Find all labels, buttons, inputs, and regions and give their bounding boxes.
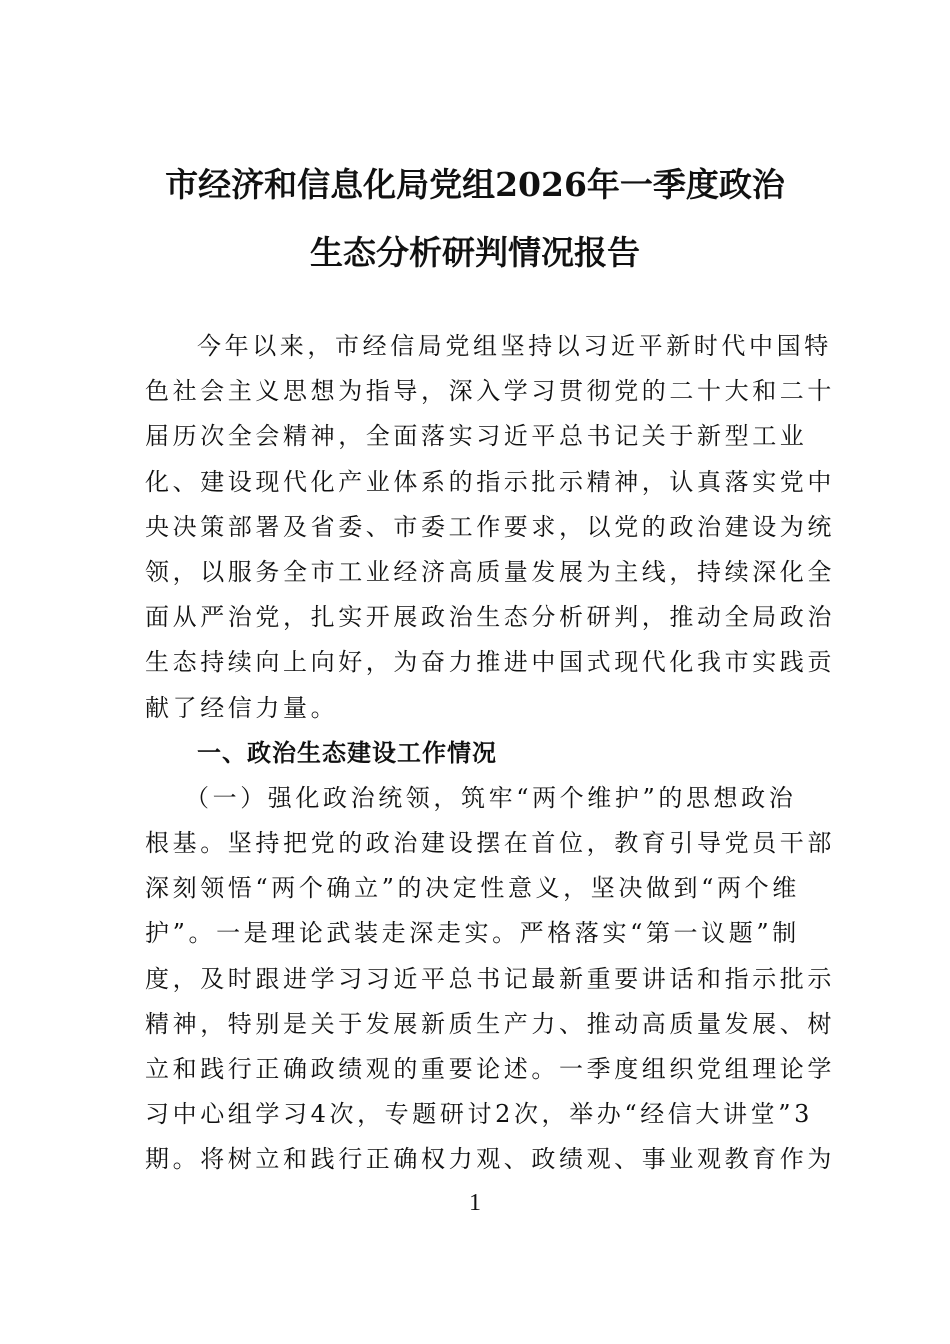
intro-line: 色社会主义思想为指导，深入学习贯彻党的二十大和二十 (145, 377, 835, 406)
intro-line: 面从严治党，扎实开展政治生态分析研判，推动全局政治 (145, 603, 835, 632)
intro-line: 央决策部署及省委、市委工作要求，以党的政治建设为统 (145, 512, 835, 541)
intro-line: 领，以服务全市工业经济高质量发展为主线，持续深化全 (145, 557, 835, 586)
document-title-line-2: 生态分析研判情况报告 (310, 233, 640, 272)
document-title-line-1: 市经济和信息化局党组2026年一季度政治 (165, 165, 785, 204)
section-line: 根基。坚持把党的政治建设摆在首位，教育引导党员干部 (145, 829, 835, 858)
intro-line: 今年以来，市经信局党组坚持以习近平新时代中国特 (197, 332, 832, 360)
intro-line: 化、建设现代化产业体系的指示批示精神，认真落实党中 (145, 467, 835, 496)
section-line: 立和践行正确政绩观的重要论述。一季度组织党组理论学 (145, 1055, 835, 1083)
page-number: 1 (469, 1190, 481, 1216)
intro-line: 献了经信力量。 (145, 693, 339, 722)
section-line: 习中心组学习4次，专题研讨2次，举办“经信大讲堂”3 (145, 1100, 813, 1129)
section-line: 度，及时跟进学习习近平总书记最新重要讲话和指示批示 (145, 964, 835, 993)
section-line: 护”。一是理论武装走深走实。严格落实“第一议题”制 (145, 919, 800, 948)
section-line: 精神，特别是关于发展新质生产力、推动高质量发展、树 (145, 1009, 835, 1038)
section-line: （一）强化政治统领，筑牢“两个维护”的思想政治 (185, 783, 797, 812)
section-line: 深刻领悟“两个确立”的决定性意义，坚决做到“两个维 (145, 874, 800, 903)
section-line: 期。将树立和践行正确权力观、政绩观、事业观教育作为 (145, 1145, 835, 1174)
intro-line: 生态持续向上向好，为奋力推进中国式现代化我市实践贡 (145, 648, 835, 677)
section-heading: 一、政治生态建设工作情况 (197, 738, 497, 767)
intro-line: 届历次全会精神，全面落实习近平总书记关于新型工业 (145, 422, 808, 451)
document-body (145, 324, 835, 1183)
